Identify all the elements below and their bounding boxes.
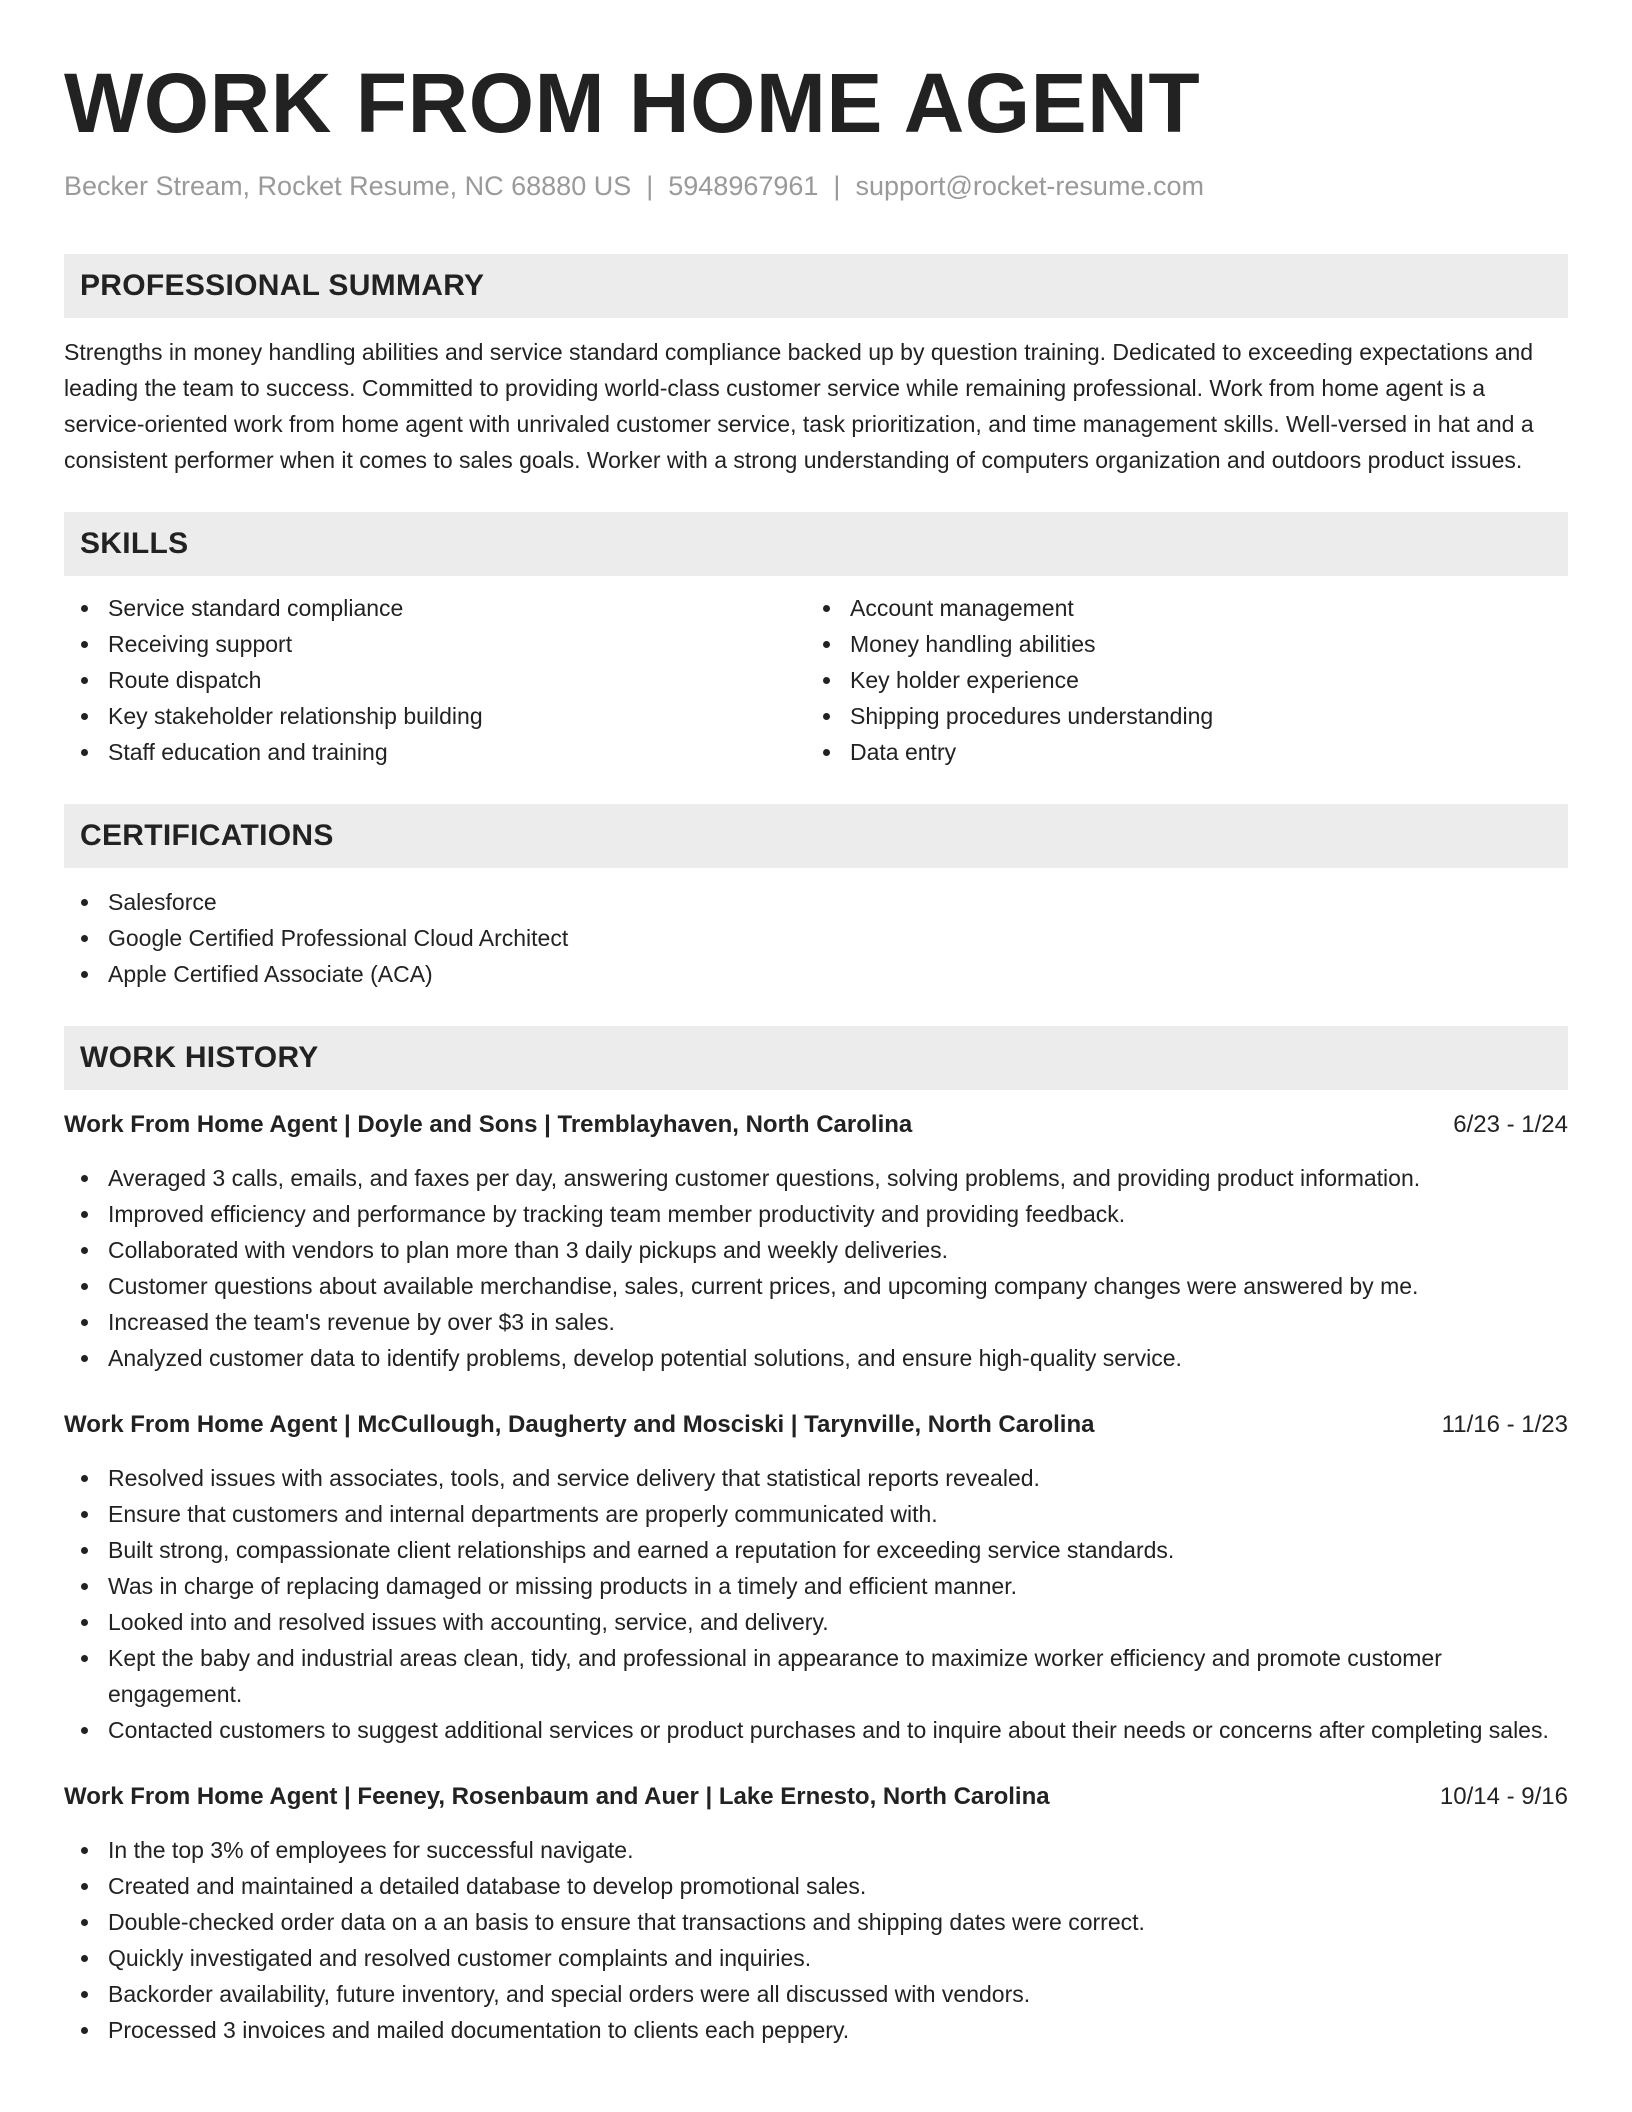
job-bullet: Averaged 3 calls, emails, and faxes per day, answering customer questions, solving problems, and providing product information. xyxy=(64,1160,1568,1196)
job-bullet-list xyxy=(64,1832,1568,2048)
skills-list-left xyxy=(64,590,806,770)
summary-text: Strengths in money handling abilities and service standard compliance backed up by question training. Dedicated to exceeding expectations and leading the team to success. Committed to providing world-class customer service while remaining professional. Work from home agent is a service-oriented work from home agent with unrivaled customer service, task prioritization, and time management skills. Well-versed in hat and a consistent performer when it comes to sales goals. Worker with a strong understanding of computers organization and outdoors product issues. xyxy=(64,339,1534,473)
job-bullet-list xyxy=(64,1460,1568,1748)
job-entry xyxy=(64,1408,1568,1748)
job-title: Work From Home Agent | Doyle and Sons | Tremblayhaven, North Carolina xyxy=(64,1111,913,1138)
job-bullet: Was in charge of replacing damaged or missing products in a timely and efficient manner. xyxy=(64,1568,1568,1604)
skill-item: Shipping procedures understanding xyxy=(806,698,1548,734)
contact-separator: | xyxy=(833,171,841,201)
section-heading-work-history: WORK HISTORY xyxy=(64,1026,1568,1090)
job-bullet: Ensure that customers and internal departments are properly communicated with. xyxy=(64,1496,1568,1532)
resume-title: WORK FROM HOME AGENT xyxy=(64,56,1201,150)
resume-page xyxy=(64,0,1568,2048)
section-heading-certifications: CERTIFICATIONS xyxy=(64,804,1568,868)
skill-item: Key holder experience xyxy=(806,662,1548,698)
job-bullet: In the top 3% of employees for successful navigate. xyxy=(64,1832,1568,1868)
job-bullet: Backorder availability, future inventory, and special orders were all discussed with vendors. xyxy=(64,1976,1568,2012)
job-bullet: Kept the baby and industrial areas clean, tidy, and professional in appearance to maximize worker efficiency and promote customer engagement. xyxy=(64,1640,1568,1712)
contact-address: Becker Stream, Rocket Resume, NC 68880 US xyxy=(64,171,632,201)
contact-line xyxy=(64,168,1568,204)
skills-list-right xyxy=(806,590,1548,770)
job-bullet: Improved efficiency and performance by tracking team member productivity and providing feedback. xyxy=(64,1196,1568,1232)
job-bullet: Built strong, compassionate client relationships and earned a reputation for exceeding service standards. xyxy=(64,1532,1568,1568)
contact-email: support@rocket-resume.com xyxy=(855,171,1204,201)
job-bullet: Looked into and resolved issues with accounting, service, and delivery. xyxy=(64,1604,1568,1640)
job-dates: 10/14 - 9/16 xyxy=(1439,1783,1568,1810)
skill-item: Staff education and training xyxy=(64,734,806,770)
contact-separator: | xyxy=(646,171,654,201)
skill-item: Receiving support xyxy=(64,626,806,662)
skill-item: Route dispatch xyxy=(64,662,806,698)
skill-item: Money handling abilities xyxy=(806,626,1548,662)
section-heading-skills: SKILLS xyxy=(64,512,1568,576)
certification-item: Apple Certified Associate (ACA) xyxy=(64,956,1568,992)
job-header xyxy=(64,1408,1568,1442)
job-bullet: Resolved issues with associates, tools, and service delivery that statistical reports revealed. xyxy=(64,1460,1568,1496)
skill-item: Data entry xyxy=(806,734,1548,770)
certification-item: Salesforce xyxy=(64,884,1568,920)
job-header xyxy=(64,1108,1568,1142)
skill-item: Key stakeholder relationship building xyxy=(64,698,806,734)
job-title: Work From Home Agent | McCullough, Daugherty and Mosciski | Tarynville, North Carolina xyxy=(64,1411,1095,1438)
certifications-list xyxy=(64,884,1568,992)
job-bullet-list xyxy=(64,1160,1568,1376)
job-bullet: Created and maintained a detailed database to develop promotional sales. xyxy=(64,1868,1568,1904)
job-entry xyxy=(64,1780,1568,2048)
job-bullet: Double-checked order data on a an basis to ensure that transactions and shipping dates were correct. xyxy=(64,1904,1568,1940)
job-bullet: Processed 3 invoices and mailed documentation to clients each peppery. xyxy=(64,2012,1568,2048)
contact-phone: 5948967961 xyxy=(668,171,819,201)
skill-item: Account management xyxy=(806,590,1548,626)
job-bullet: Customer questions about available merchandise, sales, current prices, and upcoming company changes were answered by me. xyxy=(64,1268,1568,1304)
job-title: Work From Home Agent | Feeney, Rosenbaum and Auer | Lake Ernesto, North Carolina xyxy=(64,1783,1050,1810)
section-heading-summary: PROFESSIONAL SUMMARY xyxy=(64,254,1568,318)
job-bullet: Analyzed customer data to identify problems, develop potential solutions, and ensure high-quality service. xyxy=(64,1340,1568,1376)
certification-item: Google Certified Professional Cloud Architect xyxy=(64,920,1568,956)
job-bullet: Contacted customers to suggest additional services or product purchases and to inquire about their needs or concerns after completing sales. xyxy=(64,1712,1568,1748)
job-dates: 11/16 - 1/23 xyxy=(1441,1411,1568,1438)
skill-item: Service standard compliance xyxy=(64,590,806,626)
job-header xyxy=(64,1780,1568,1814)
job-dates: 6/23 - 1/24 xyxy=(1453,1111,1568,1138)
job-bullet: Quickly investigated and resolved customer complaints and inquiries. xyxy=(64,1940,1568,1976)
job-bullet: Increased the team's revenue by over $3 in sales. xyxy=(64,1304,1568,1340)
job-entry xyxy=(64,1108,1568,1376)
job-bullet: Collaborated with vendors to plan more than 3 daily pickups and weekly deliveries. xyxy=(64,1232,1568,1268)
skills-grid xyxy=(64,590,1568,770)
